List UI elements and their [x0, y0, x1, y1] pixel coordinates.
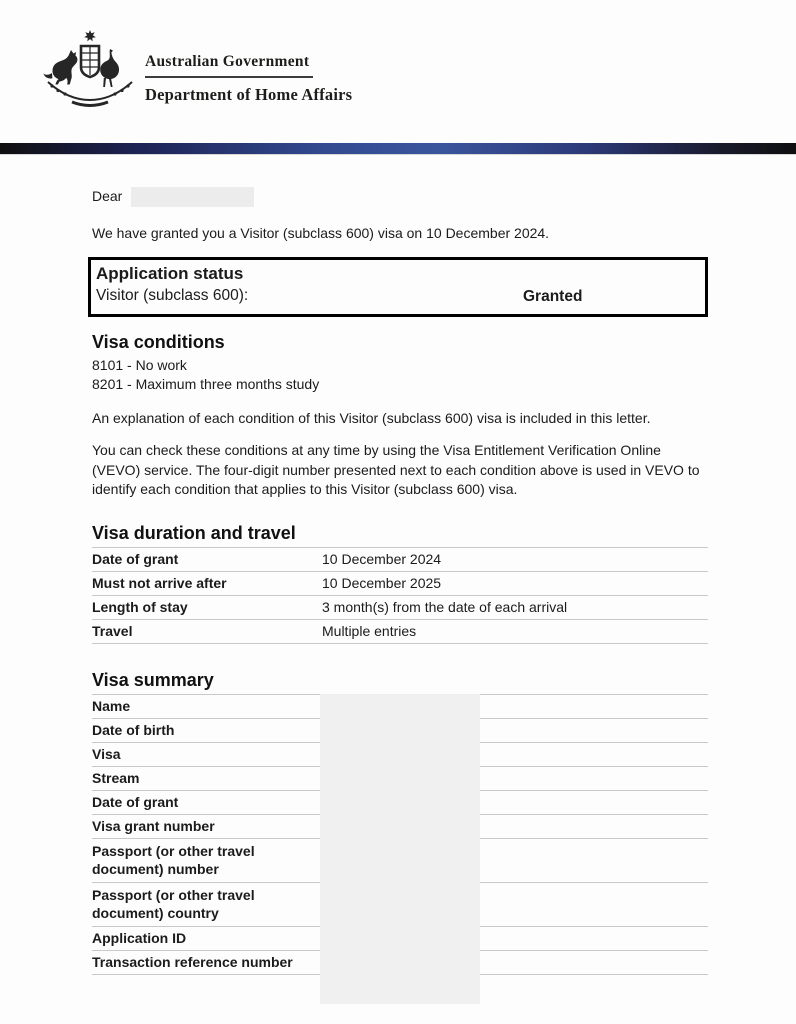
header-accent-bar	[0, 143, 796, 155]
row-value: 10 December 2024	[322, 550, 442, 567]
row-label: Name	[92, 697, 131, 714]
visa-summary-title: Visa summary	[92, 669, 214, 690]
department-name: Department of Home Affairs	[145, 85, 353, 104]
visa-condition-item: 8201 - Maximum three months study	[92, 376, 320, 392]
table-row	[92, 619, 708, 644]
visa-condition-item: 8101 - No work	[92, 357, 187, 373]
row-label: Must not arrive after	[92, 574, 227, 591]
table-row	[92, 595, 708, 619]
salutation: Dear	[92, 188, 123, 204]
row-label: Application ID	[92, 929, 187, 946]
row-value: 10 December 2025	[322, 574, 442, 591]
row-label: Passport (or other travel document) number	[92, 842, 255, 877]
letter-body	[92, 187, 708, 975]
row-label: Passport (or other travel document) country	[92, 886, 255, 921]
agency-name: Australian Government	[145, 53, 310, 70]
visa-summary-section	[92, 694, 708, 975]
visa-duration-title: Visa duration and travel	[92, 522, 296, 543]
row-label: Visa grant number	[92, 817, 215, 834]
row-label: Date of grant	[92, 550, 179, 567]
australian-coat-of-arms-icon	[40, 26, 140, 119]
visa-conditions-list	[92, 356, 708, 394]
header-text-block	[145, 53, 352, 103]
salutation-row	[92, 187, 708, 208]
row-value: Multiple entries	[322, 622, 417, 639]
row-label: Length of stay	[92, 598, 188, 615]
row-label: Date of birth	[92, 721, 175, 738]
row-value: 3 month(s) from the date of each arrival	[322, 598, 568, 615]
conditions-explanation: An explanation of each condition of this Visitor (subclass 600) visa is included in this letter.	[92, 410, 651, 426]
row-label: Travel	[92, 622, 133, 639]
table-row	[92, 571, 708, 595]
application-status-box	[88, 257, 708, 317]
table-row	[92, 547, 708, 571]
application-status-value: Granted	[523, 288, 583, 305]
recipient-name-redacted	[131, 187, 254, 207]
visa-conditions-title: Visa conditions	[92, 332, 225, 352]
application-status-title: Application status	[96, 264, 244, 283]
header-divider	[145, 76, 313, 78]
redacted-values-block	[320, 694, 480, 1004]
row-label: Transaction reference number	[92, 953, 293, 970]
grant-intro: We have granted you a Visitor (subclass 600) visa on 10 December 2024.	[92, 225, 550, 241]
application-status-label: Visitor (subclass 600):	[96, 287, 249, 304]
visa-duration-table	[92, 547, 708, 644]
row-label: Date of grant	[92, 793, 179, 810]
row-label: Visa	[92, 745, 121, 762]
row-label: Stream	[92, 769, 140, 786]
vevo-note: You can check these conditions at any time by using the Visa Entitlement Verification Online (VEVO) service. The four-digit number presented next to each condition above is used in VEVO to identify each condition that applies to this Visitor (subclass 600) visa.	[92, 442, 700, 497]
